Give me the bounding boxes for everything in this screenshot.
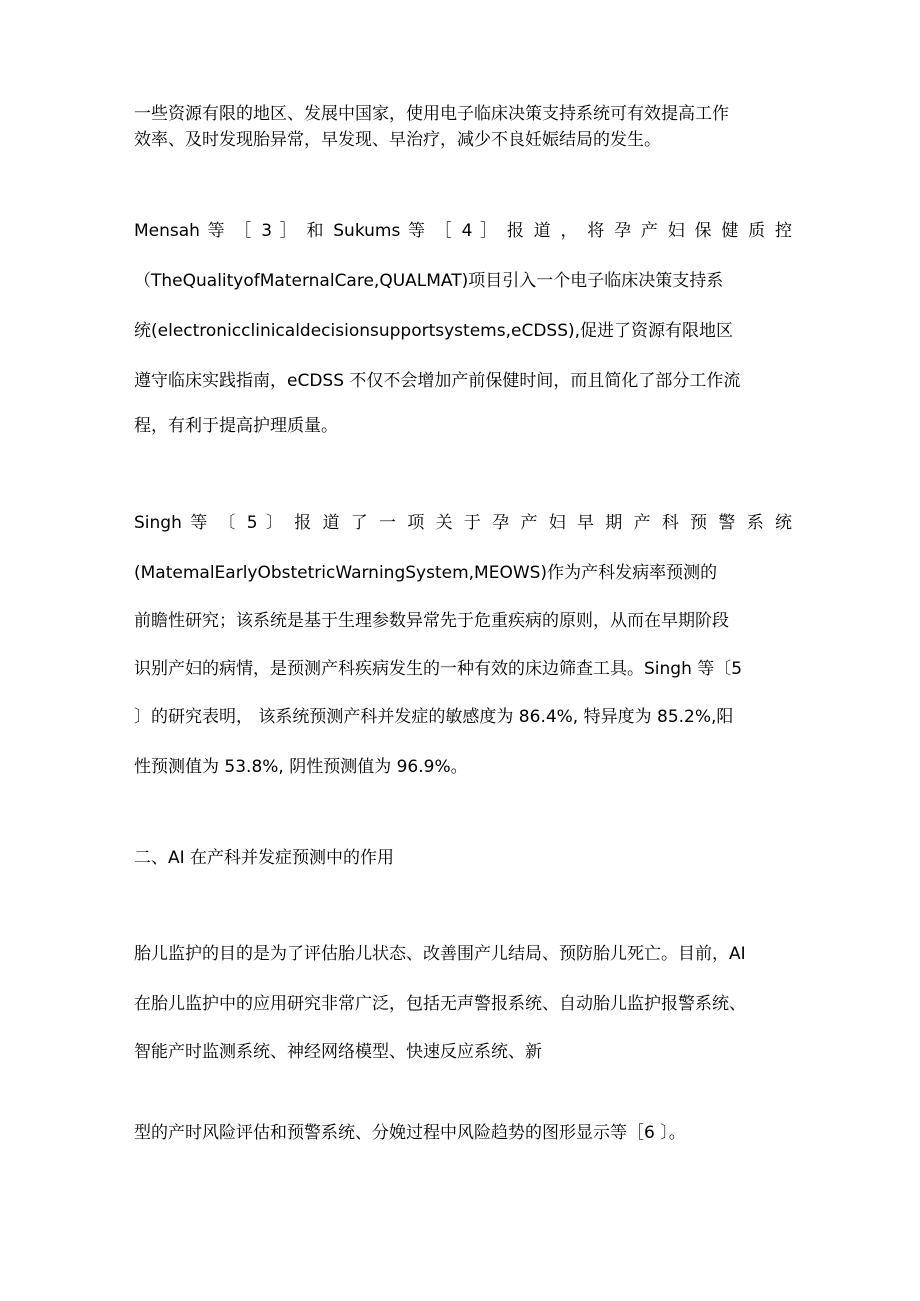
paragraph-5-line-1: 型的产时风险评估和预警系统、分娩过程中风险趋势的图形显示等［6 〕。	[134, 1123, 686, 1143]
paragraph-4-line-1: 胎儿监护的目的是为了评估胎儿状态、改善围产儿结局、预防胎儿死亡。目前，AI	[134, 944, 746, 964]
paragraph-3-line-4: 识别产妇的病情，是预测产科疾病发生的一种有效的床边筛查工具。Singh 等〔5	[134, 659, 743, 679]
paragraph-2-line-4: 遵守临床实践指南，eCDSS 不仅不会增加产前保健时间，而且简化了部分工作流	[134, 371, 741, 391]
paragraph-4-line-3: 智能产时监测系统、神经网络模型、快速反应系统、新	[134, 1042, 542, 1062]
paragraph-3-line-5: 〕的研究表明， 该系统预测产科并发症的敏感度为 86.4%, 特异度为 85.2%,阳	[134, 707, 734, 727]
paragraph-3-line-2: (MatemalEarlyObstetricWarningSystem,MEOWS)作为产科发病率预测的	[134, 563, 718, 583]
paragraph-1-line-2: 效率、及时发现胎异常，早发现、早治疗，减少不良妊娠结局的发生。	[134, 130, 661, 150]
paragraph-1-line-1: 一些资源有限的地区、发展中国家，使用电子临床决策支持系统可有效提高工作	[134, 104, 729, 124]
paragraph-4-line-2: 在胎儿监护中的应用研究非常广泛，包括无声警报系统、自动胎儿监护报警系统、	[134, 994, 746, 1014]
paragraph-3-line-1: Singh 等 〔 5 〕 报 道 了 一 项 关 于 孕 产 妇 早 期 产 科 预 警 系 统	[134, 513, 792, 533]
paragraph-3-line-3: 前瞻性研究；该系统是基于生理参数异常先于危重疾病的原则，从而在早期阶段	[134, 611, 729, 631]
section-heading: 二、AI 在产科并发症预测中的作用	[134, 848, 395, 868]
paragraph-2-line-1: Mensah 等 ［ 3 ］ 和 Sukums 等 ［ 4 ］ 报 道 ， 将 孕 产 妇 保 健 质 控	[134, 221, 792, 241]
paragraph-2-line-3: 统(electronicclinicaldecisionsupportsystems,eCDSS),促进了资源有限地区	[134, 321, 734, 341]
paragraph-2-line-2: （TheQualityofMaternalCare,QUALMAT)项目引入一个电子临床决策支持系	[134, 271, 724, 291]
paragraph-2-line-5: 程，有利于提高护理质量。	[134, 416, 338, 436]
paragraph-3-line-6: 性预测值为 53.8%, 阴性预测值为 96.9%。	[134, 757, 468, 777]
